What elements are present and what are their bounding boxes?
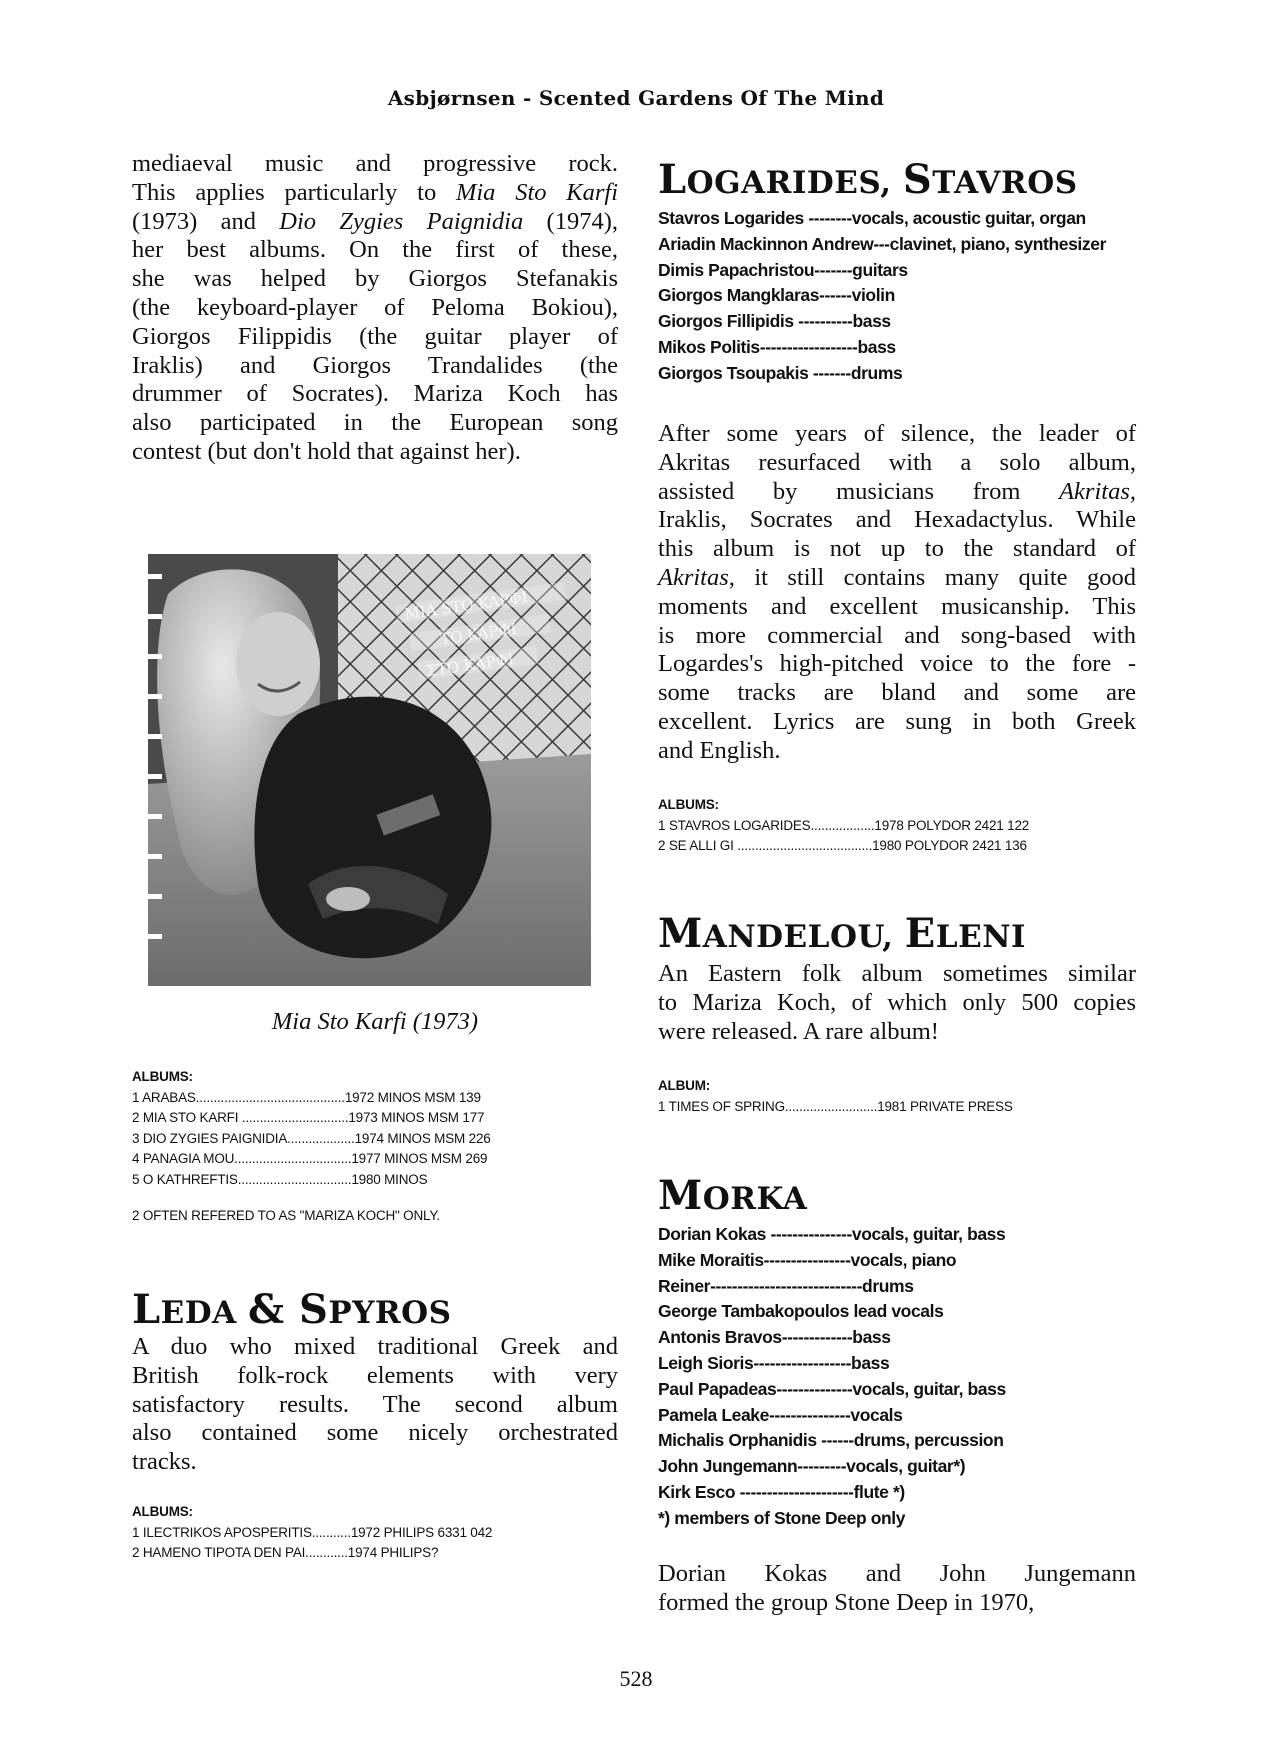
album-row: 5 O KATHREFTIS................................1980 MINOS bbox=[132, 1171, 428, 1187]
text-line: satisfactory results. The second album bbox=[132, 1390, 618, 1418]
lineup-row: *) members of Stone Deep only bbox=[658, 1507, 906, 1528]
lineup-row: Paul Papadeas--------------vocals, guitar, bass bbox=[658, 1378, 1006, 1399]
text-line: Giorgos Filippidis (the guitar player of bbox=[132, 322, 618, 350]
text-line: moments and excellent musicanship. This bbox=[658, 592, 1136, 620]
lineup-row: John Jungemann---------vocals, guitar*) bbox=[658, 1456, 966, 1477]
text-line: (1973) and Dio Zygies Paignidia (1974), bbox=[132, 207, 618, 235]
lineup-row: Mike Moraitis----------------vocals, piano bbox=[658, 1249, 957, 1270]
text-line: Iraklis) and Giorgos Trandalides (the bbox=[132, 351, 618, 379]
lineup-row: Pamela Leake---------------vocals bbox=[658, 1404, 903, 1425]
text-line: is more commercial and song-based with bbox=[658, 621, 1136, 649]
lineup-row: Giorgos Mangklaras------violin bbox=[658, 285, 895, 306]
text-line: A duo who mixed traditional Greek and bbox=[132, 1333, 618, 1360]
album-cover-photo bbox=[148, 554, 591, 986]
text-line: to Mariza Koch, of which only 500 copies bbox=[658, 988, 1136, 1016]
logarides-paragraph bbox=[658, 420, 1136, 766]
text-line: assisted by musicians from Akritas, bbox=[658, 477, 1136, 505]
albums-header: ALBUM: bbox=[658, 1078, 711, 1093]
album-row: 2 SE ALLI GI ......................................1980 POLYDOR 2421 136 bbox=[658, 838, 1027, 853]
mandelou-text bbox=[658, 960, 1136, 1046]
koch-albums-list bbox=[132, 1067, 618, 1227]
text-line: some tracks are bland and some are bbox=[658, 679, 1136, 707]
leda-albums-list bbox=[132, 1502, 618, 1564]
running-head: Asbjørnsen - Scented Gardens Of The Mind bbox=[387, 86, 885, 110]
text-line: (the keyboard-player of Peloma Bokiou), bbox=[132, 293, 618, 321]
text-line: contest (but don't hold that against her). bbox=[132, 437, 521, 465]
album-row: 1 STAVROS LOGARIDES..................1978 POLYDOR 2421 122 bbox=[658, 817, 1030, 833]
mandelou-paragraph bbox=[658, 960, 1136, 1046]
mia-sto-karfi-cover-image bbox=[148, 554, 591, 986]
text-line: also participated in the European song bbox=[132, 409, 618, 437]
albums-header: ALBUMS: bbox=[132, 1504, 193, 1519]
text-line: and English. bbox=[658, 736, 781, 764]
album-row: 2 MIA STO KARFI ..............................1973 MINOS MSM 177 bbox=[132, 1110, 485, 1125]
text-line: her best albums. On the first of these, bbox=[132, 236, 618, 264]
album-row: 4 PANAGIA MOU.................................1977 MINOS MSM 269 bbox=[132, 1151, 488, 1166]
intro-text bbox=[132, 150, 618, 467]
lineup-row: Michalis Orphanidis ------drums, percussion bbox=[658, 1430, 1004, 1451]
text-line: After some years of silence, the leader of bbox=[658, 420, 1136, 447]
lineup-row: Kirk Esco ---------------------flute *) bbox=[658, 1481, 905, 1502]
leda-spyros-paragraph bbox=[132, 1333, 618, 1477]
lineup-row: Reiner----------------------------drums bbox=[658, 1275, 914, 1296]
album-row: 1 TIMES OF SPRING..........................1981 PRIVATE PRESS bbox=[658, 1098, 1013, 1114]
text-line: Logardes's high-pitched voice to the fore - bbox=[658, 650, 1136, 678]
album-row: 1 ILECTRIKOS APOSPERITIS...........1972 PHILIPS 6331 042 bbox=[132, 1524, 493, 1540]
lineup-row: Antonis Bravos-------------bass bbox=[658, 1327, 891, 1348]
lineup-row: Mikos Politis------------------bass bbox=[658, 336, 896, 357]
text-line: she was helped by Giorgos Stefanakis bbox=[132, 265, 618, 293]
text-line: This applies particularly to Mia Sto Karfi bbox=[132, 178, 618, 206]
text-line: Akritas, it still contains many quite good bbox=[658, 563, 1136, 591]
cover-sign-text-1: MIA STO KAPΦI bbox=[403, 588, 529, 624]
album-row: 3 DIO ZYGIES PAIGNIDIA...................1974 MINOS MSM 226 bbox=[132, 1130, 491, 1146]
morka-heading: MORKA bbox=[658, 1172, 808, 1219]
text-line: Akritas resurfaced with a solo album, bbox=[658, 448, 1136, 476]
morka-text bbox=[658, 1560, 1136, 1618]
logarides-lineup bbox=[658, 206, 1136, 387]
album-row: 2 HAMENO TIPOTA DEN PAI............1974 PHILIPS? bbox=[132, 1545, 439, 1560]
lineup-row: Leigh Sioris------------------bass bbox=[658, 1352, 890, 1373]
cover-sign-text-2: TO KAPΦI bbox=[439, 619, 518, 649]
album-note: 2 OFTEN REFERED TO AS "MARIZA KOCH" ONLY. bbox=[132, 1208, 440, 1223]
text-line: mediaeval music and progressive rock. bbox=[132, 150, 618, 177]
text-line: Dorian Kokas and John Jungemann bbox=[658, 1560, 1136, 1587]
lineup-row: Giorgos Fillipidis ----------bass bbox=[658, 311, 891, 332]
text-line: tracks. bbox=[132, 1448, 197, 1476]
page-number: 528 bbox=[619, 1666, 653, 1691]
lineup-row: George Tambakopoulos lead vocals bbox=[658, 1301, 944, 1322]
text-line: were released. A rare album! bbox=[658, 1017, 939, 1045]
intro-paragraph bbox=[132, 150, 618, 467]
lineup-row: Ariadin Mackinnon Andrew---clavinet, piano, synthesizer bbox=[658, 233, 1106, 254]
leda-spyros-heading: LEDA & SPYROS bbox=[132, 1286, 452, 1333]
morka-paragraph bbox=[658, 1560, 1136, 1618]
text-line: this album is not up to the standard of bbox=[658, 535, 1136, 563]
logarides-albums-list bbox=[658, 795, 1136, 857]
text-line: Iraklis, Socrates and Hexadactylus. While bbox=[658, 506, 1136, 534]
photo-caption: Mia Sto Karfi (1973) bbox=[271, 1008, 479, 1035]
text-line: An Eastern folk album sometimes similar bbox=[658, 960, 1136, 987]
text-line: drummer of Socrates). Mariza Koch has bbox=[132, 380, 618, 408]
mandelou-heading: MANDELOU, ELENI bbox=[658, 910, 1027, 957]
text-line: excellent. Lyrics are sung in both Greek bbox=[658, 707, 1136, 735]
text-line: also contained some nicely orchestrated bbox=[132, 1419, 618, 1447]
album-row: 1 ARABAS..........................................1972 MINOS MSM 139 bbox=[132, 1089, 481, 1105]
lineup-row: Stavros Logarides --------vocals, acoustic guitar, organ bbox=[658, 208, 1086, 228]
text-line: British folk-rock elements with very bbox=[132, 1361, 618, 1389]
cover-sign-text-3: ΣΤΟ ΚΑΡΦΙ bbox=[425, 650, 515, 681]
lineup-row: Giorgos Tsoupakis -------drums bbox=[658, 362, 903, 383]
albums-header: ALBUMS: bbox=[132, 1069, 193, 1084]
mandelou-albums-list bbox=[658, 1076, 1136, 1117]
morka-lineup bbox=[658, 1222, 1136, 1532]
logarides-text bbox=[658, 420, 1136, 766]
text-line: formed the group Stone Deep in 1970, bbox=[658, 1588, 1035, 1616]
lineup-row: Dimis Papachristou-------guitars bbox=[658, 259, 908, 280]
lineup-row: Dorian Kokas ---------------vocals, guitar, bass bbox=[658, 1224, 1006, 1244]
logarides-heading: LOGARIDES, STAVROS bbox=[658, 156, 1078, 203]
leda-text bbox=[132, 1333, 618, 1477]
albums-header: ALBUMS: bbox=[658, 797, 719, 812]
